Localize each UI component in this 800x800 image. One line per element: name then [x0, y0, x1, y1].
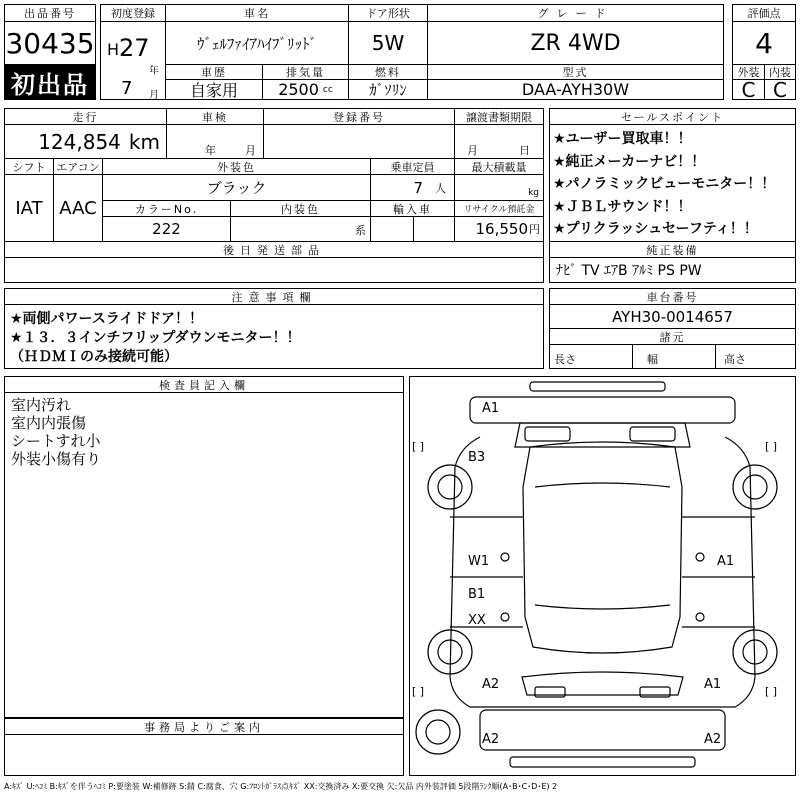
chassis-number: AYH30-0014657	[549, 304, 796, 329]
sales-point: ★プリクラッシュセーフティ！！	[553, 221, 758, 237]
import-cell-2	[413, 216, 455, 242]
mark-right-rear-fender: A1	[704, 677, 722, 692]
note-line: ★両側パワースライドドア！！	[10, 311, 204, 327]
height-label: 高さ	[724, 353, 746, 366]
model-code: DAA-AYH30W	[427, 79, 724, 100]
first-registration-label: 初度登録	[100, 4, 166, 22]
displacement-unit: cc	[322, 84, 333, 95]
shift-label: シフト	[4, 158, 54, 175]
history-label: 車歴	[165, 64, 263, 80]
chassis-number-label: 車台番号	[549, 288, 796, 305]
import-cell-1	[370, 216, 414, 242]
bracket-left-front: [ ]	[412, 440, 425, 453]
standard-equipment-label: 純正装備	[549, 241, 796, 258]
office-notice	[4, 734, 404, 776]
car-name-label: 車名	[165, 4, 349, 22]
height-cell	[715, 344, 796, 369]
note-line: ★１３．３インチフリップダウンモニター！！	[10, 330, 301, 346]
inspector-note: シートすれ小	[11, 432, 101, 450]
aircon: AAC	[53, 174, 103, 242]
era: H	[107, 40, 120, 59]
dimensions-label: 諸元	[549, 328, 796, 345]
registration-year: 27	[119, 34, 150, 62]
transfer-day-unit: 日	[519, 144, 530, 157]
later-parts	[4, 257, 544, 283]
mark-front-left: B3	[468, 450, 486, 465]
transfer-month-unit: 月	[467, 144, 478, 157]
grade-label: グレード	[427, 4, 724, 22]
first-listing-badge: 初出品	[4, 64, 96, 100]
front-bumper	[470, 397, 735, 423]
month-unit: 月	[149, 90, 159, 101]
first-registration-cell	[100, 21, 166, 100]
year-unit: 年	[149, 66, 159, 77]
inspection-cell	[166, 124, 264, 159]
mileage-unit: km	[128, 129, 160, 154]
fuel-label: 燃料	[348, 64, 428, 80]
max-load-label: 最大積載量	[454, 158, 544, 175]
sales-points	[549, 124, 796, 242]
front-bumper-top	[530, 382, 665, 391]
exterior-grade: C	[732, 79, 765, 100]
lot-number-label: 出品番号	[4, 4, 96, 22]
displacement-label: 排気量	[262, 64, 349, 80]
wheel-front-left	[428, 465, 472, 509]
mark-front: A1	[482, 401, 500, 416]
mark-left-rear-door-2: XX	[468, 613, 486, 628]
overall-score: 4	[732, 21, 796, 65]
car-diagram-svg	[410, 377, 795, 775]
inspector-note: 室内内張傷	[11, 414, 87, 432]
registration-number-label: 登録番号	[263, 108, 455, 125]
mark-left-rear-fender: A2	[482, 677, 500, 692]
color-number: 222	[102, 216, 231, 242]
capacity: 7	[413, 178, 423, 197]
car-name: ｳﾞｪﾙﾌｧｲｱﾊｲﾌﾞﾘｯﾄﾞ	[165, 21, 349, 65]
registration-month: 7	[121, 78, 133, 99]
recycle-deposit-cell	[454, 216, 544, 242]
mark-rear-left: A2	[482, 732, 500, 747]
sales-point: ★ユーザー買取車！！	[553, 131, 692, 147]
width-label: 幅	[647, 353, 658, 366]
interior-color-cell	[230, 216, 371, 242]
sales-points-label: セールスポイント	[549, 108, 796, 125]
sales-point: ★純正メーカーナビ！！	[553, 153, 706, 170]
lot-number: 30435	[4, 21, 96, 65]
width-cell	[632, 344, 716, 369]
mark-left-rear-door: B1	[468, 587, 486, 602]
bracket-right-front: [ ]	[765, 440, 778, 453]
interior-grade: C	[764, 79, 796, 100]
body-outline	[450, 437, 755, 707]
mileage-label: 走行	[4, 108, 167, 125]
exterior-color: ブラック	[102, 174, 371, 201]
exterior-grade-label: 外装	[732, 64, 765, 80]
standard-equipment: ﾅﾋﾞ TV ｴｱB ｱﾙﾐ PS PW	[549, 257, 796, 283]
roof	[523, 442, 682, 653]
length-label: 長さ	[554, 353, 576, 366]
inspector-note: 外装小傷有り	[11, 450, 102, 468]
inspector-notes-label: 検査員記入欄	[4, 376, 404, 393]
recycle-deposit-label: リサイクル預託金	[454, 200, 544, 217]
bracket-right-rear: [ ]	[765, 685, 778, 698]
bracket-left-rear: [ ]	[412, 685, 425, 698]
mark-right-front-door: A1	[717, 554, 735, 569]
color-number-label: カラーNo.	[102, 200, 231, 217]
interior-color-unit: 系	[355, 224, 366, 237]
sales-point: ★ＪＢＬサウンド！！	[553, 198, 692, 215]
later-parts-label: 後日発送部品	[4, 241, 544, 258]
mark-rear-right: A2	[704, 732, 722, 747]
score-label: 評価点	[732, 4, 796, 22]
inspector-notes	[4, 392, 404, 718]
door-type-label: ドア形状	[348, 4, 428, 22]
rear-bumper-bottom	[510, 757, 695, 767]
grade: ZR 4WD	[427, 21, 724, 65]
notes	[4, 304, 544, 369]
damage-diagram	[409, 376, 796, 776]
displacement: 2500	[278, 80, 319, 99]
exterior-color-label: 外装色	[102, 158, 371, 175]
inspector-note: 室内汚れ	[11, 396, 72, 414]
capacity-cell	[370, 174, 455, 201]
model-code-label: 型式	[427, 64, 724, 80]
rear-bumper	[480, 710, 725, 750]
door-type: 5W	[348, 21, 428, 65]
capacity-label: 乗車定員	[370, 158, 455, 175]
rear-window	[522, 672, 683, 695]
recycle-unit: 円	[529, 223, 540, 236]
mileage: 124,854	[38, 129, 121, 154]
mileage-cell	[4, 124, 167, 159]
mark-left-front-door: W1	[468, 554, 490, 569]
max-load-unit: kg	[528, 188, 539, 198]
office-notice-label: 事務局よりご案内	[4, 718, 404, 735]
inspection-year-unit: 年	[205, 144, 216, 157]
transfer-deadline	[454, 124, 544, 159]
transfer-deadline-label: 譲渡書類期限	[454, 108, 544, 125]
capacity-unit: 人	[435, 181, 446, 195]
spare-wheel	[416, 710, 460, 754]
max-load-cell	[454, 174, 544, 201]
registration-number	[263, 124, 455, 159]
interior-grade-label: 内装	[764, 64, 796, 80]
wheel-front-right	[733, 465, 777, 509]
aircon-label: エアコン	[53, 158, 103, 175]
displacement-cell	[262, 79, 349, 100]
shift: IAT	[4, 174, 54, 242]
sales-point: ★パノラミックビューモニター！！	[553, 176, 776, 192]
legend: A:ｷｽﾞ U:ﾍｺﾐ B:ｷｽﾞを伴うﾍｺﾐ P:要塗装 W:補修跡 S:錆 C:腐食、穴 G:ﾌﾛﾝﾄｶﾞﾗｽ点ｷｽﾞ XX:交換済み X:要交換 欠:欠品 内外装評価 5段階ﾗﾝｸ順(A･B･C･D･E) 2	[4, 782, 558, 791]
history: 自家用	[165, 79, 263, 100]
notes-label: 注意事項欄	[4, 288, 544, 305]
fuel: ｶﾞｿﾘﾝ	[348, 79, 428, 100]
import-label: 輸入車	[370, 200, 455, 217]
recycle-deposit: 16,550	[475, 220, 528, 238]
note-line: （ＨＤＭＩのみ接続可能）	[10, 349, 178, 365]
inspection-month-unit: 月	[245, 144, 256, 157]
length-cell	[549, 344, 633, 369]
interior-color-label: 内装色	[230, 200, 371, 217]
inspection-label: 車検	[166, 108, 264, 125]
